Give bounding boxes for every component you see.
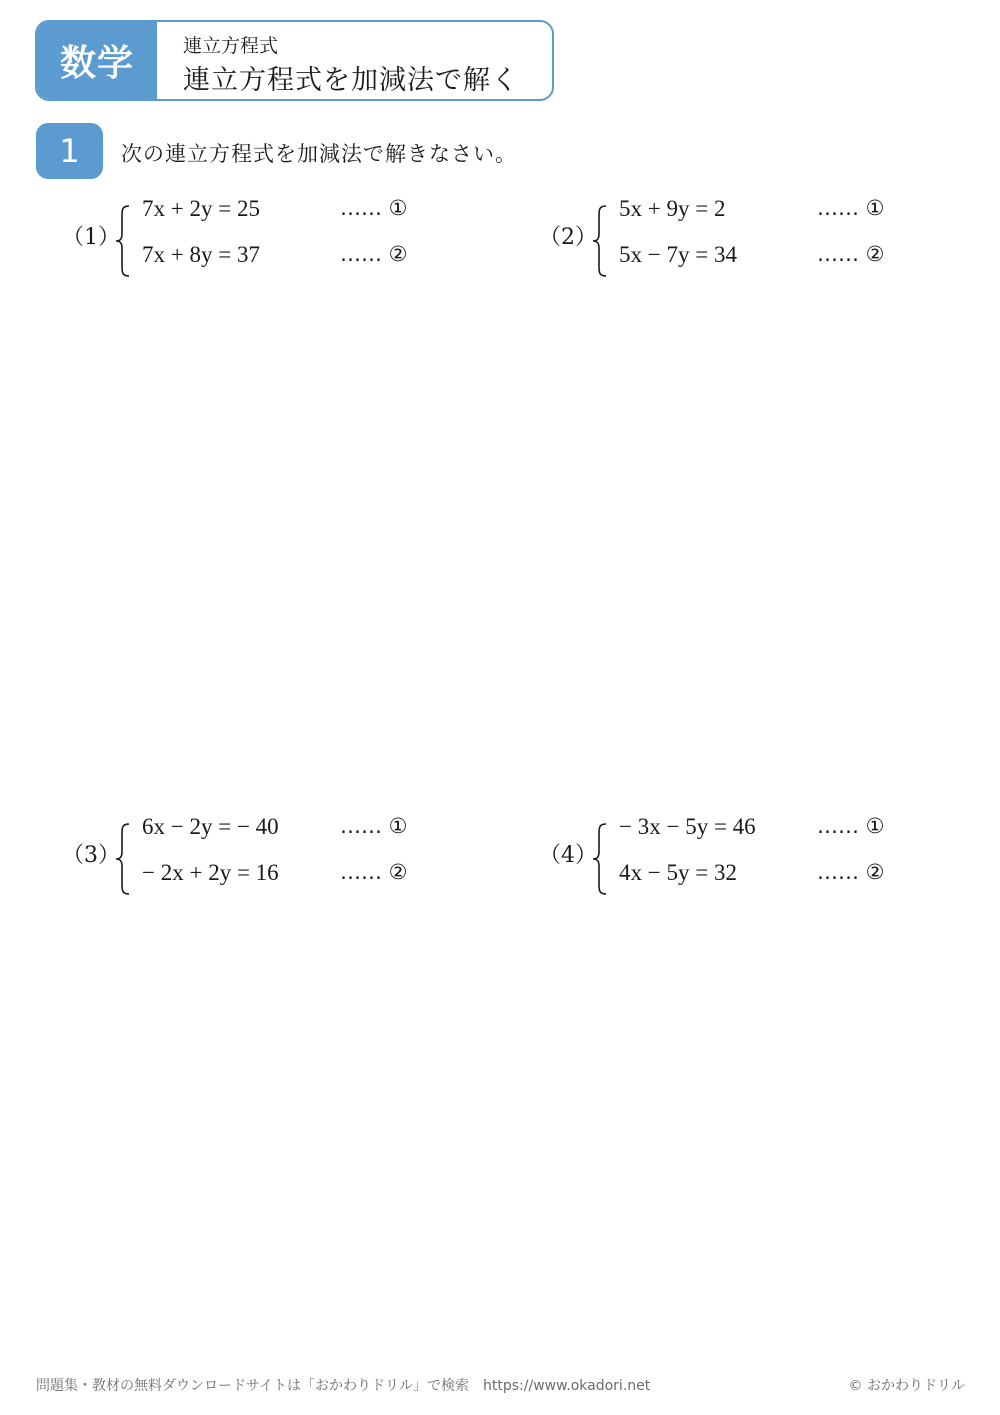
equation-marker-2: …… ② [817,242,885,266]
equation-marker-1: …… ① [817,196,885,220]
problem-label: （4） [539,843,597,868]
problem-4 [539,814,939,904]
problem-2 [539,196,939,286]
brace-icon [591,822,611,896]
equation-1: 6x − 2y = − 40 [142,814,279,839]
footer-copyright: © おかわりドリル [848,1378,965,1394]
equation-1: 7x + 2y = 25 [142,196,260,221]
brace-icon [591,204,611,278]
question-instruction: 次の連立方程式を加減法で解きなさい。 [121,142,517,166]
brace-icon [114,822,134,896]
equation-marker-1: …… ① [340,814,408,838]
footer-site-info: 問題集・教材の無料ダウンロードサイトは「おかわりドリル」で検索 https://www.okadori.net [36,1378,651,1394]
problem-label: （1） [62,225,120,250]
topic-label: 連立方程式 [183,35,279,57]
equation-2: 5x − 7y = 34 [619,242,737,267]
brace-icon [114,204,134,278]
equation-1: − 3x − 5y = 46 [619,814,756,839]
worksheet-title: 連立方程式を加減法で解く [183,65,519,96]
subject-label: 数学 [37,22,157,99]
equation-2: 4x − 5y = 32 [619,860,737,885]
question-number-badge: 1 [36,123,103,179]
equation-marker-1: …… ① [340,196,408,220]
equation-marker-2: …… ② [340,860,408,884]
problem-label: （2） [539,225,597,250]
worksheet-header [35,20,554,101]
problem-1 [62,196,462,286]
equation-marker-2: …… ② [340,242,408,266]
problem-3 [62,814,462,904]
problem-label: （3） [62,843,120,868]
equation-marker-2: …… ② [817,860,885,884]
equation-2: 7x + 8y = 37 [142,242,260,267]
equation-2: − 2x + 2y = 16 [142,860,279,885]
equation-1: 5x + 9y = 2 [619,196,726,221]
equation-marker-1: …… ① [817,814,885,838]
